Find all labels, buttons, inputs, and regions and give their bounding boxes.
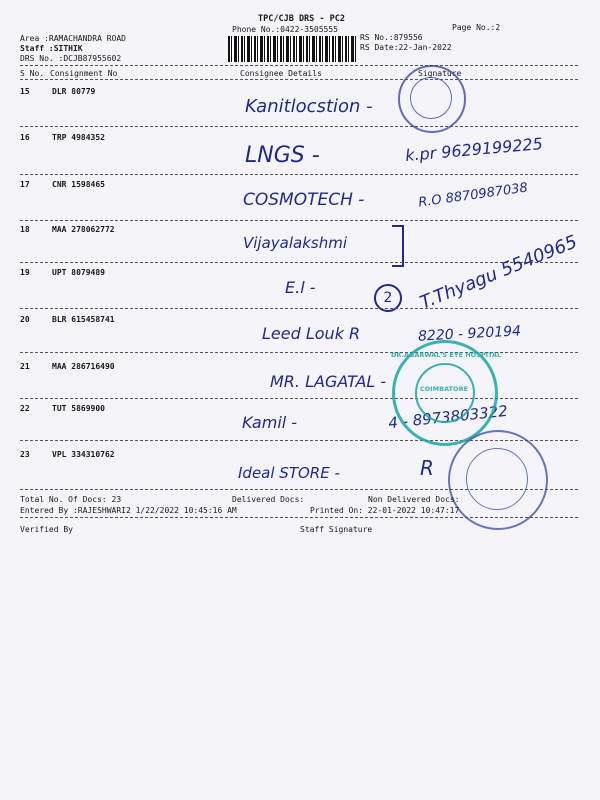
page-number: Page No.:2 [452,23,501,32]
divider [20,79,578,80]
row-divider [20,174,578,175]
consignee-handwriting: Kamil - [242,413,298,432]
column-consignment: Consignment No [50,69,118,78]
divider [20,517,578,518]
row-consignment: BLR 615458741 [52,315,115,324]
rs-date: RS Date:22-Jan-2022 [360,43,452,52]
office-stamp [398,65,466,133]
receiver-signature: k.pr 9629199225 [404,134,544,165]
consignee-handwriting: E.l - [285,278,316,297]
row-consignment: CNR 1598465 [52,180,105,189]
circled-number-text: 2 [383,290,393,306]
receiver-signature: 4 - 8973803322 [387,401,509,433]
consignee-handwriting: Ideal STORE - [238,464,340,482]
row-sno: 16 [20,133,30,142]
receiver-signature: 8220 - 920194 [417,323,522,345]
barcode [228,36,356,62]
row-sno: 20 [20,315,30,324]
verified-by: Verified By [20,525,73,534]
courier-stamp-inner [466,448,528,510]
row-consignment: TUT 5869900 [52,404,105,413]
row-sno: 15 [20,87,30,96]
receiver-signature: R.O 8870987038 [417,180,529,211]
consignee-handwriting: COSMOTECH - [243,190,365,210]
office-stamp-inner [410,77,452,119]
consignee-handwriting: Leed Louk R [262,324,361,343]
delivered-docs: Delivered Docs: [232,495,305,504]
non-delivered-docs: Non Delivered Docs: [368,495,460,504]
hospital-stamp [391,340,502,446]
column-consignee-details: Consignee Details [240,69,322,78]
drs-number: DRS No. :DCJB87955602 [20,54,122,63]
row-sno: 21 [20,362,30,371]
row-consignment: MAA 278062772 [52,225,115,234]
receiver-signature: R [420,456,434,480]
row-divider [20,220,578,221]
consignee-handwriting: Kanitlocstion - [245,96,373,117]
total-docs: Total No. Of Docs: 23 [20,495,122,504]
hospital-stamp-center: COIMBATORE [419,385,469,393]
phone-number: Phone No.:0422-3505555 [232,25,338,34]
row-consignment: DLR 80779 [52,87,96,96]
printed-on: Printed On: 22-01-2022 10:47:17 [310,506,460,515]
rs-number: RS No.:879556 [360,33,423,42]
row-sno: 17 [20,180,30,189]
row-divider [20,308,578,309]
row-consignment: TRP 4984352 [52,133,105,142]
row-consignment: MAA 286716490 [52,362,115,371]
row-sno: 18 [20,225,30,234]
row-consignment: VPL 334310762 [52,450,115,459]
row-consignment: UPT 8079489 [52,268,105,277]
courier-stamp [448,430,548,530]
row-sno: 19 [20,268,30,277]
row-divider [20,126,578,127]
row-sno: 22 [20,404,30,413]
area-label: Area :RAMACHANDRA ROAD [20,34,126,43]
column-sno: S No. [20,69,45,78]
hospital-stamp-inner [415,363,475,423]
consignee-handwriting: MR. LAGATAL - [270,372,387,391]
consignee-handwriting: Vijayalakshmi [243,234,348,252]
divider [20,65,578,66]
column-signature: Signature [418,69,462,78]
staff-signature: Staff Signature [300,525,373,534]
staff-label: Staff :SITHIK [20,44,83,53]
row-sno: 23 [20,450,30,459]
receiver-signature: T.Thyagu 5540965 [417,231,581,314]
bracket-mark [392,225,404,267]
hospital-stamp-text: DR.AGARWAL'S EYE HOSPITAL [391,351,502,359]
entered-by: Entered By :RAJESHWARI2 1/22/2022 10:45:16 AM [20,506,237,515]
document-title: TPC/CJB DRS - PC2 [258,14,345,24]
consignee-handwriting: LNGS - [245,143,320,168]
